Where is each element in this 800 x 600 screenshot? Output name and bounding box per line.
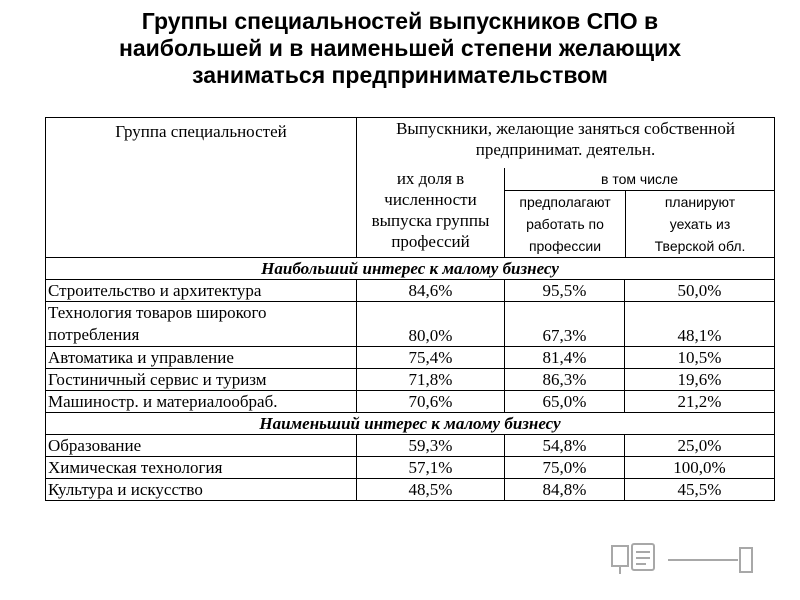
row-name: Гостиничный сервис и туризм: [46, 368, 357, 390]
row-leave: 100,0%: [625, 456, 775, 478]
header-share-line-4: профессий: [391, 231, 470, 251]
row-work: 54,8%: [505, 434, 625, 456]
header-including-table: [505, 168, 774, 257]
page-title: [0, 8, 800, 89]
header-main: [357, 118, 775, 168]
table-row: [46, 279, 775, 301]
title-line-2: наибольшей и в наименьшей степени желающих: [118, 35, 682, 61]
header-leave-line-3: Тверской обл.: [654, 237, 746, 254]
header-work-line-3: профессии: [528, 237, 602, 254]
table-row: [46, 368, 775, 390]
row-share: 84,6%: [357, 279, 505, 301]
table-row: [46, 478, 775, 500]
row-leave: 19,6%: [625, 368, 775, 390]
row-name: Строительство и архитектура: [46, 279, 357, 301]
table-row: [46, 346, 775, 368]
header-main-line-2: предпринимат. деятельн.: [475, 140, 656, 159]
table-row: [46, 434, 775, 456]
row-work: 95,5%: [505, 279, 625, 301]
header-work-line-1: предполагают: [519, 193, 611, 210]
row-work: 84,8%: [505, 478, 625, 500]
header-main-line-1: Выпускники, желающие заняться собственной: [396, 119, 735, 138]
header-work: [505, 190, 626, 257]
row-share: 59,3%: [357, 434, 505, 456]
section-header-most: [46, 257, 775, 279]
header-share-line-2: численности: [384, 189, 477, 209]
row-name-line-1: Технология товаров широкого: [48, 302, 267, 322]
specialties-table: [45, 117, 775, 501]
row-name: Химическая технология: [46, 456, 357, 478]
row-name: Культура и искусство: [46, 478, 357, 500]
table-row: [46, 456, 775, 478]
row-share: 80,0%: [357, 301, 505, 346]
row-name: Автоматика и управление: [46, 346, 357, 368]
row-leave: 25,0%: [625, 434, 775, 456]
row-leave: 48,1%: [625, 301, 775, 346]
row-name: Машиностр. и материалообраб.: [46, 390, 357, 412]
header-work-line-2: работать по: [526, 215, 604, 232]
row-name: [46, 301, 357, 346]
row-leave: 45,5%: [625, 478, 775, 500]
row-work: 81,4%: [505, 346, 625, 368]
header-leave: [626, 190, 775, 257]
header-leave-line-2: уехать из: [669, 215, 731, 232]
row-leave: 10,5%: [625, 346, 775, 368]
header-share-line-1: их доля в: [396, 168, 465, 188]
header-including-label: в том числе: [505, 168, 774, 191]
row-share: 75,4%: [357, 346, 505, 368]
section-header-least: [46, 412, 775, 434]
row-work: 65,0%: [505, 390, 625, 412]
header-row-1: [46, 118, 775, 168]
row-work: 75,0%: [505, 456, 625, 478]
header-including: [505, 168, 775, 258]
row-leave: 21,2%: [625, 390, 775, 412]
section-title-least: Наименьший интерес к малому бизнесу: [46, 412, 775, 434]
row-name: Образование: [46, 434, 357, 456]
header-share: [357, 168, 505, 258]
presentation-toolbar[interactable]: [608, 540, 756, 580]
row-share: 70,6%: [357, 390, 505, 412]
title-line-3: заниматься предпринимательством: [192, 62, 608, 88]
title-line-1: Группы специальностей выпускников СПО в: [141, 8, 659, 34]
row-work: 86,3%: [505, 368, 625, 390]
presentation-toolbar-icon[interactable]: [612, 544, 752, 574]
row-share: 48,5%: [357, 478, 505, 500]
row-leave: 50,0%: [625, 279, 775, 301]
row-name-line-2: потребления: [48, 324, 140, 344]
table-row: [46, 390, 775, 412]
row-work: 67,3%: [505, 301, 625, 346]
header-share-line-3: выпуска группы: [371, 210, 490, 230]
row-share: 57,1%: [357, 456, 505, 478]
header-leave-line-1: планируют: [664, 193, 736, 210]
header-group: Группа специальностей: [46, 118, 357, 258]
table-row: [46, 301, 775, 346]
section-title-most: Наибольший интерес к малому бизнесу: [46, 257, 775, 279]
row-share: 71,8%: [357, 368, 505, 390]
